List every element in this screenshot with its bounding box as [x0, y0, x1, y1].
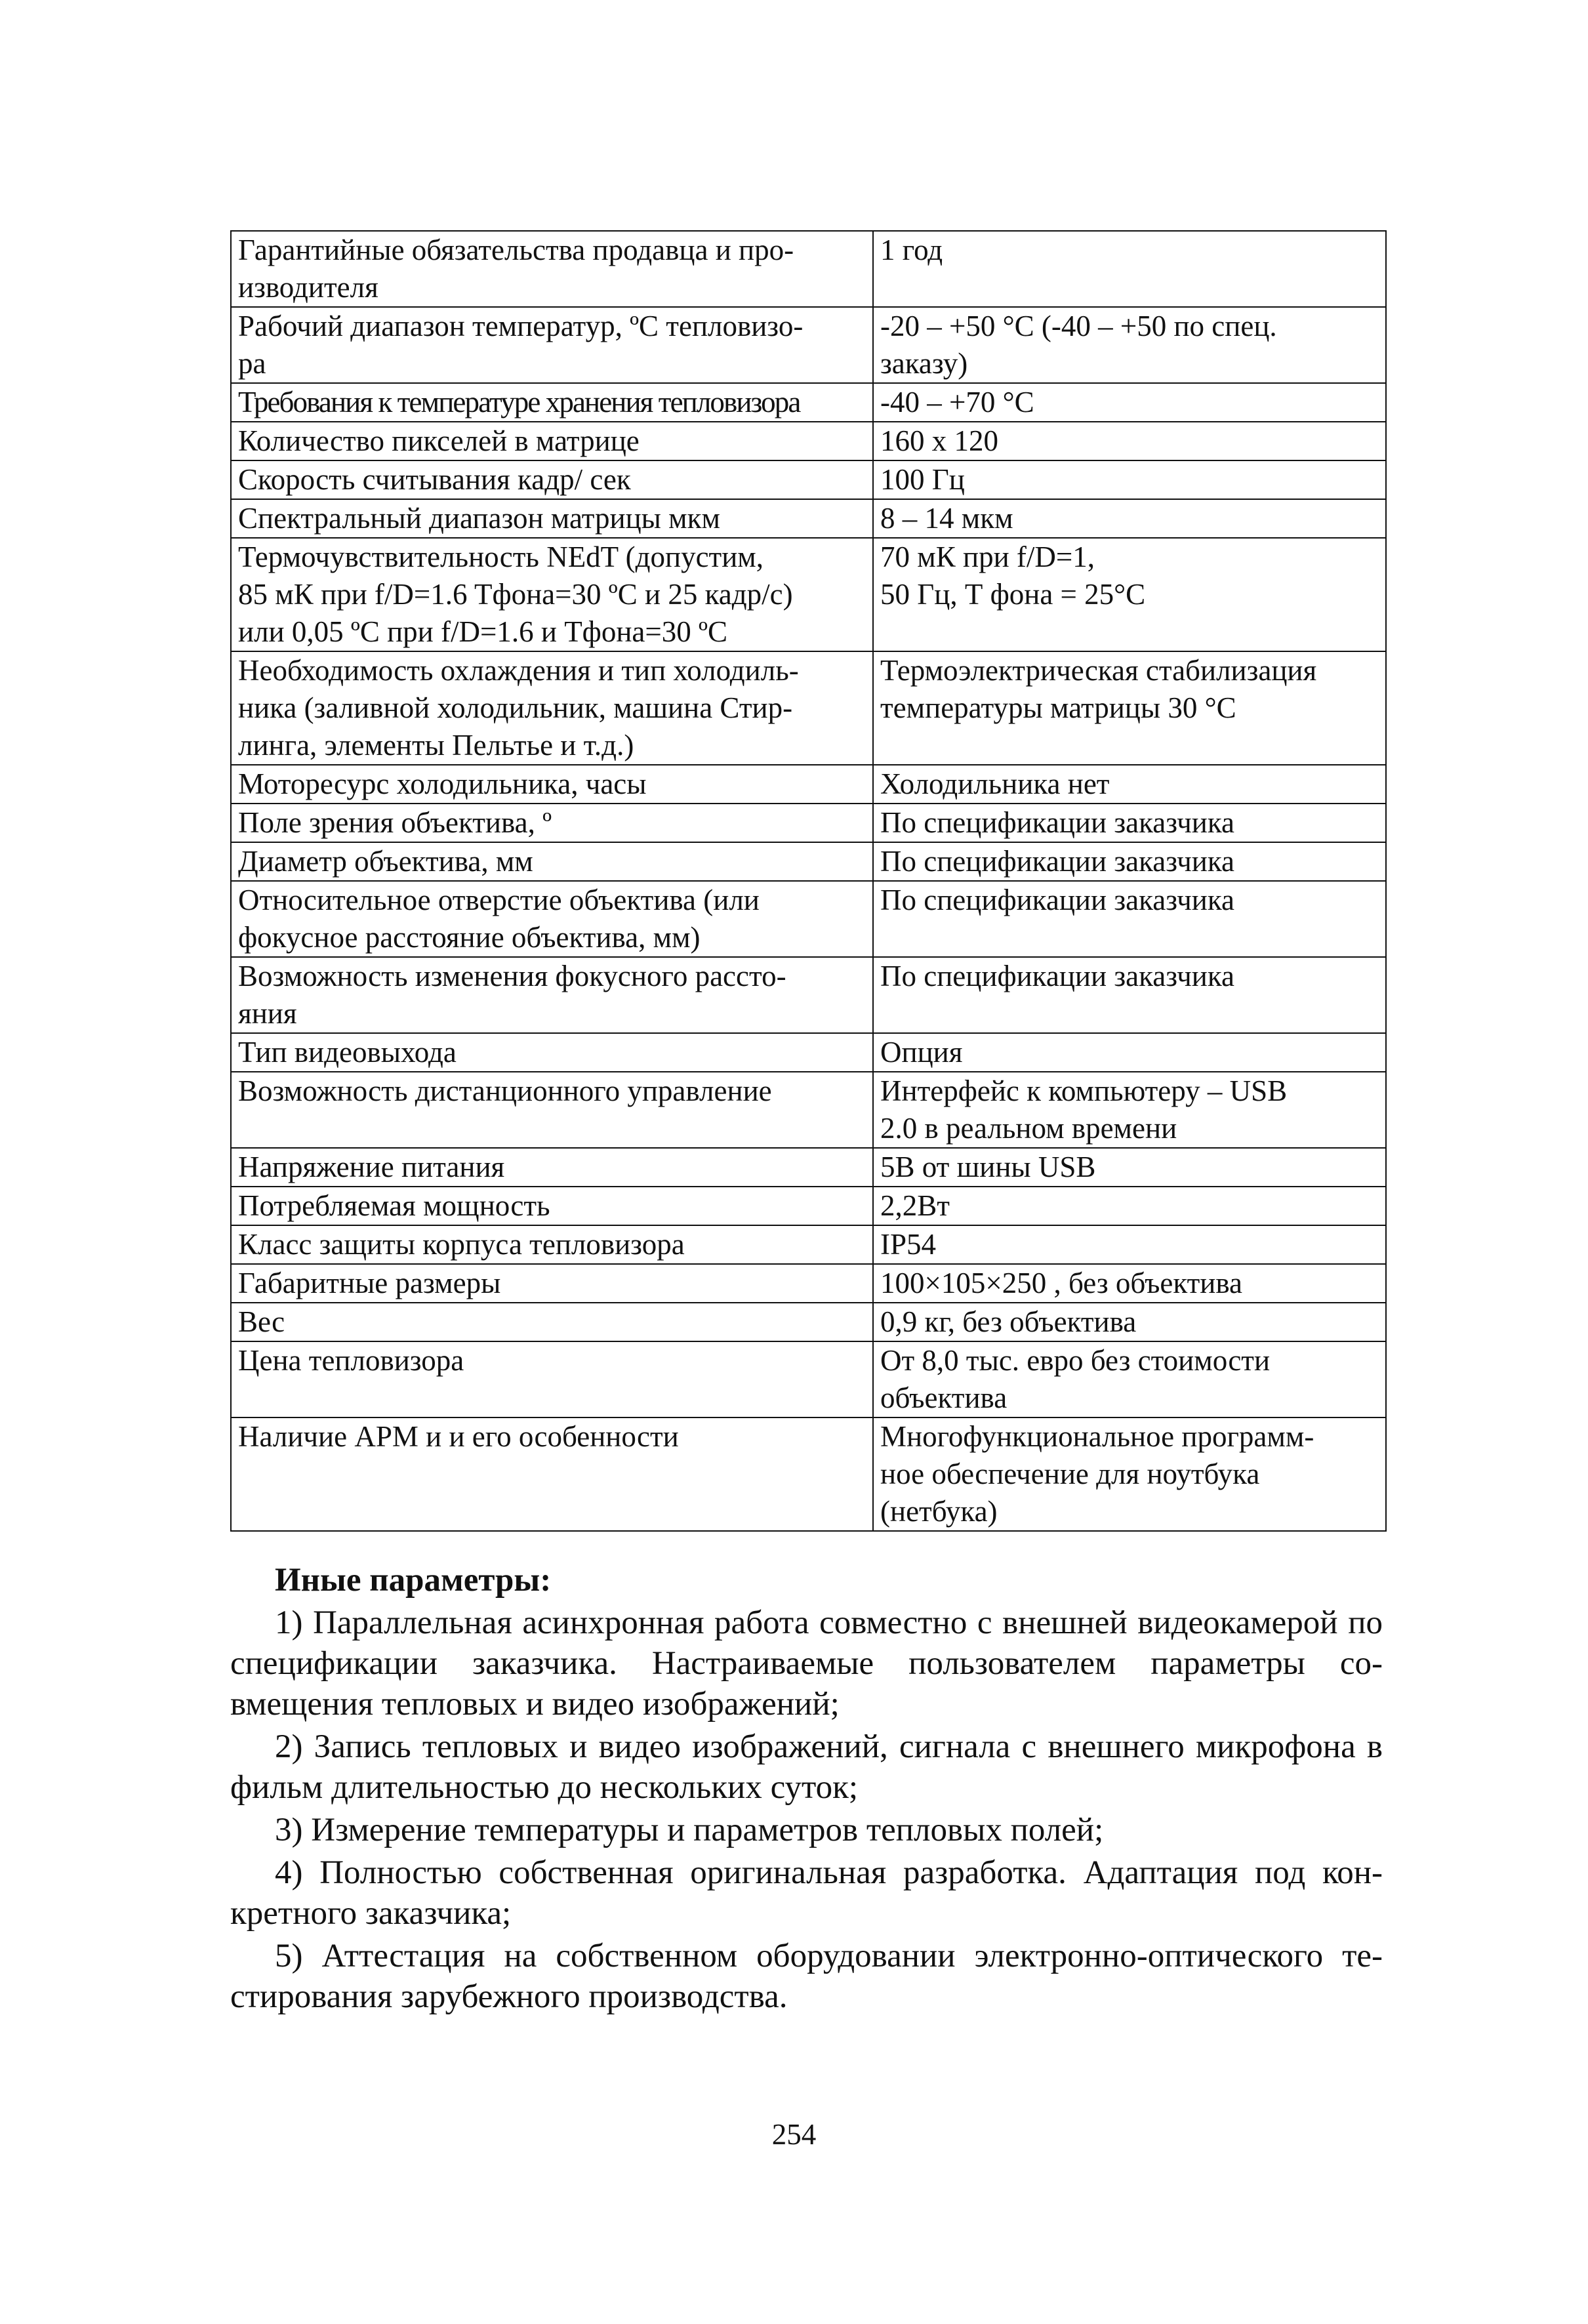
- value-cell: 2,2Вт: [873, 1187, 1386, 1225]
- param-cell: Тип видеовыхода: [231, 1033, 873, 1072]
- param-cell: Габаритные размеры: [231, 1264, 873, 1303]
- value-cell: Многофункциональное программ- ное обеспечение для ноутбука (нетбука): [873, 1417, 1386, 1531]
- param-cell: Диаметр объектива, мм: [231, 842, 873, 881]
- table-row: [231, 460, 1386, 499]
- value-cell: От 8,0 тыс. евро без стоимости объектива: [873, 1341, 1386, 1417]
- page-number: 254: [771, 2118, 817, 2151]
- param-cell: Поле зрения объектива, º: [231, 804, 873, 842]
- param-cell: Относительное отверстие объектива (или фокусное расстояние объектива, мм): [231, 881, 873, 957]
- table-row: [231, 1417, 1386, 1531]
- table-row: [231, 957, 1386, 1033]
- param-cell: Требования к температуре хранения тепловизора: [231, 383, 873, 422]
- value-cell: По спецификации заказчика: [873, 842, 1386, 881]
- value-cell: Опция: [873, 1033, 1386, 1072]
- param-cell: Спектральный диапазон матрицы мкм: [231, 499, 873, 538]
- section-heading: Иные параметры:: [275, 1562, 552, 1599]
- value-cell: Холодильника нет: [873, 765, 1386, 804]
- value-cell: 100 Гц: [873, 460, 1386, 499]
- param-cell: Потребляемая мощность: [231, 1187, 873, 1225]
- table-row: [231, 881, 1386, 957]
- table-row: [231, 842, 1386, 881]
- table-row: [231, 499, 1386, 538]
- value-cell: Термоэлектрическая стабилизация температуры матрицы 30 °С: [873, 651, 1386, 765]
- value-cell: 0,9 кг, без объектива: [873, 1303, 1386, 1341]
- value-cell: IP54: [873, 1225, 1386, 1264]
- value-cell: По спецификации заказчика: [873, 804, 1386, 842]
- value-cell: -40 – +70 °С: [873, 383, 1386, 422]
- table-row: [231, 1225, 1386, 1264]
- param-cell: Цена тепловизора: [231, 1341, 873, 1417]
- param-cell: Возможность изменения фокусного рассто- яния: [231, 957, 873, 1033]
- table-row: [231, 1303, 1386, 1341]
- param-cell: Гарантийные обязательства продавца и про- изводителя: [231, 231, 873, 307]
- list-item: 5) Аттестация на собственном оборудовании электронно-оптического те-стирования зарубежного производства.: [230, 1938, 1383, 2015]
- param-cell: Класс защиты корпуса тепловизора: [231, 1225, 873, 1264]
- param-cell: Количество пикселей в матрице: [231, 422, 873, 460]
- value-cell: 8 – 14 мкм: [873, 499, 1386, 538]
- table-row: [231, 307, 1386, 383]
- value-cell: 100×105×250 , без объектива: [873, 1264, 1386, 1303]
- table-row: [231, 231, 1386, 307]
- value-cell: По спецификации заказчика: [873, 881, 1386, 957]
- table-row: [231, 1187, 1386, 1225]
- list-item: 4) Полностью собственная оригинальная разработка. Адаптация под кон-кретного заказчика;: [230, 1854, 1383, 1932]
- table-row: [231, 538, 1386, 651]
- value-cell: По спецификации заказчика: [873, 957, 1386, 1033]
- table-row: [231, 651, 1386, 765]
- param-cell: Термочувствительность NEdT (допустим, 85 мК при f/D=1.6 Tфона=30 ºС и 25 кадр/с) или 0,05 ºС при f/D=1.6 и Тфона=30 ºС: [231, 538, 873, 651]
- param-cell: Моторесурс холодильника, часы: [231, 765, 873, 804]
- value-cell: 70 мК при f/D=1, 50 Гц, Т фона = 25°С: [873, 538, 1386, 651]
- value-cell: 160 х 120: [873, 422, 1386, 460]
- table-row: [231, 765, 1386, 804]
- param-cell: Скорость считывания кадр/ сек: [231, 460, 873, 499]
- table-row: [231, 1148, 1386, 1187]
- table-row: [231, 1341, 1386, 1417]
- list-item: 3) Измерение температуры и параметров тепловых полей;: [275, 1812, 1104, 1848]
- param-cell: Возможность дистанционного управление: [231, 1072, 873, 1148]
- param-cell: Необходимость охлаждения и тип холодиль- ника (заливной холодильник, машина Стир- линга, элементы Пельтье и т.д.): [231, 651, 873, 765]
- value-cell: Интерфейс к компьютеру – USB 2.0 в реальном времени: [873, 1072, 1386, 1148]
- table-row: [231, 1264, 1386, 1303]
- param-cell: Вес: [231, 1303, 873, 1341]
- table-row: [231, 1072, 1386, 1148]
- list-item: 2) Запись тепловых и видео изображений, сигнала с внешнего микрофона в фильм длительностью до нескольких суток;: [230, 1728, 1383, 1806]
- other-parameters-section: [230, 1560, 1383, 2019]
- table-row: [231, 422, 1386, 460]
- specifications-table: [230, 230, 1387, 1532]
- list-item: 1) Параллельная асинхронная работа совместно с внешней видеокамерой по спецификации заказчика. Настраиваемые пользователем параметры со-вмещения тепловых и видео изображений;: [230, 1604, 1383, 1723]
- param-cell: Напряжение питания: [231, 1148, 873, 1187]
- table-row: [231, 383, 1386, 422]
- param-cell: Рабочий диапазон температур, ºС тепловизо- ра: [231, 307, 873, 383]
- param-cell: Наличие АРМ и и его особенности: [231, 1417, 873, 1531]
- value-cell: 5В от шины USB: [873, 1148, 1386, 1187]
- table-row: [231, 804, 1386, 842]
- value-cell: -20 – +50 °С (-40 – +50 по спец. заказу): [873, 307, 1386, 383]
- value-cell: 1 год: [873, 231, 1386, 307]
- table-row: [231, 1033, 1386, 1072]
